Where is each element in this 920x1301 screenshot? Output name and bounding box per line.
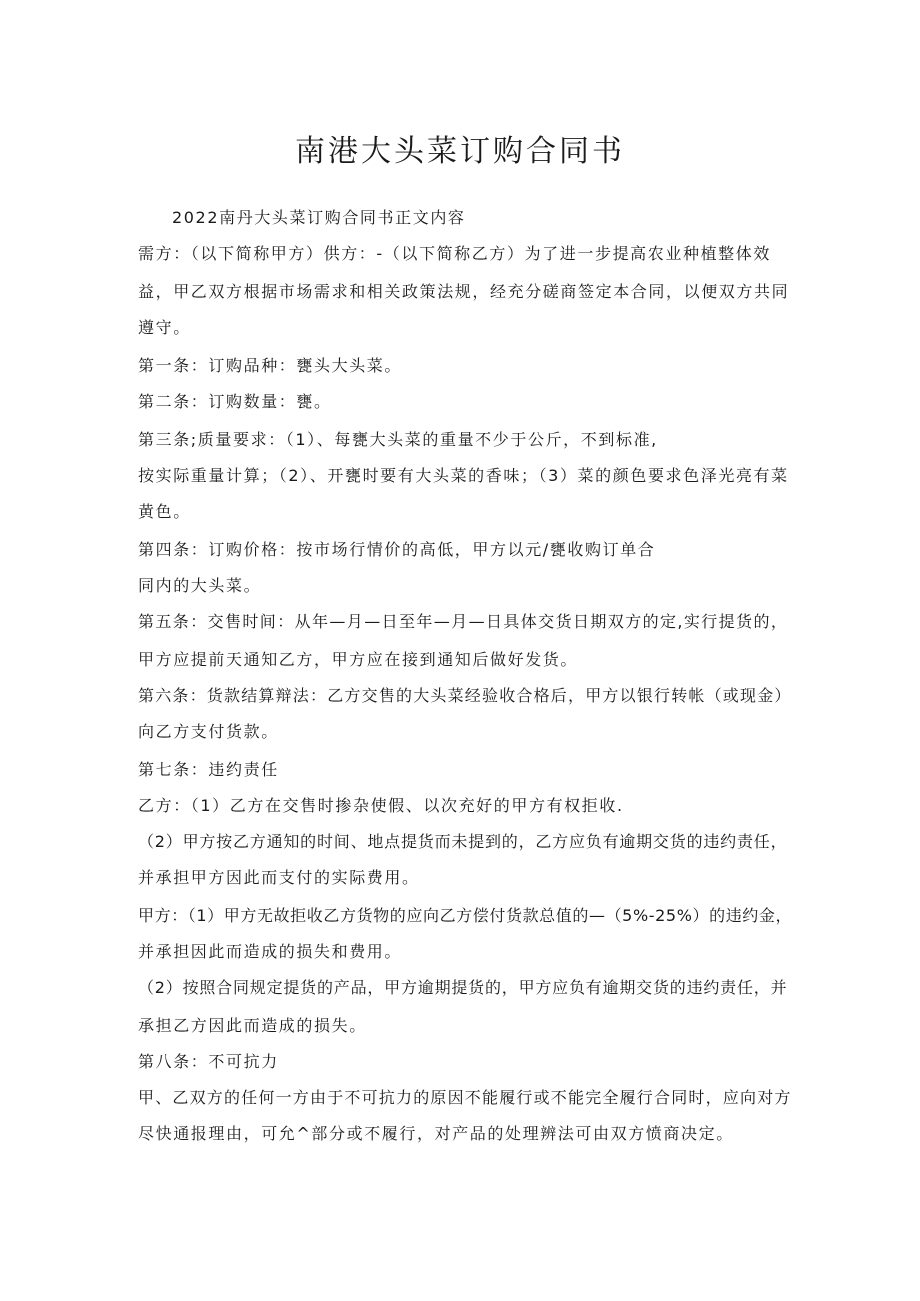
text-line: 第六条：货款结算辩法：乙方交售的大头菜经验收合格后，甲方以银行转帐（或现金） xyxy=(138,686,792,705)
text-line: 第三条;质量要求：（1）、每甕大头菜的重量不少于公斤，不到标准, xyxy=(138,430,658,449)
text-line: 承担乙方因此而造成的损失。 xyxy=(138,1016,367,1035)
text-line: 同内的大头菜。 xyxy=(138,576,262,595)
text-line: 向乙方支付货款。 xyxy=(138,722,279,741)
text-line: 按实际重量计算；（2）、开甕时要有大头菜的香味；（3）菜的颜色要求色泽光亮有菜 xyxy=(138,466,789,485)
text-line: 第四条：订购价格：按市场行情价的高低，甲方以元/甕收购订单合 xyxy=(138,540,656,559)
text-line: 并承担甲方因此而支付的实际费用。 xyxy=(138,868,420,887)
text-line: 甲、乙双方的任何一方由于不可抗力的原因不能履行或不能完全履行合同时，应向对方 xyxy=(138,1088,792,1107)
text-line: 遵守。 xyxy=(138,318,191,337)
text-line: 2022南丹大头菜订购合同书正文内容 xyxy=(172,208,466,227)
text-line: 第二条：订购数量：甕。 xyxy=(138,392,332,411)
text-line: （2）按照合同规定提货的产品，甲方逾期提货的，甲方应负有逾期交货的违约责任，并 xyxy=(138,978,788,997)
text-line: 第八条：不可抗力 xyxy=(138,1052,279,1071)
text-line: 需方：（以下简称甲方）供方：-（以下简称乙方）为了进一步提高农业种植整体效 xyxy=(138,244,771,263)
text-line: 第一条：订购品种：甕头大头菜。 xyxy=(138,356,403,375)
text-line: 乙方：（1）乙方在交售时掺杂使假、以次充好的甲方有权拒收. xyxy=(138,796,624,815)
text-line: 益，甲乙双方根据市场需求和相关政策法规，经充分磋商签定本合同，以便双方共同 xyxy=(138,282,790,301)
text-line: （2）甲方按乙方通知的时间、地点提货而未提到的，乙方应负有逾期交货的违约责任， xyxy=(138,832,788,851)
text-line: 甲方应提前天通知乙方，甲方应在接到通知后做好发货。 xyxy=(138,650,579,669)
text-line: 并承担因此而造成的损失和费用。 xyxy=(138,942,403,961)
text-line: 黄色。 xyxy=(138,502,191,521)
text-line: 第五条：交售时间：从年—月—日至年—月—日具体交货日期双方的定,实行提货的， xyxy=(138,612,789,631)
text-line: 尽快通报理由，可允^部分或不履行，对产品的处理辨法可由双方愤商决定。 xyxy=(138,1124,734,1143)
text-line: 甲方：（1）甲方无故拒收乙方货物的应向乙方偿付货款总值的—（5%-25%）的违约金， xyxy=(138,906,793,925)
document-title: 南港大头菜订购合同书 xyxy=(295,134,625,169)
text-line: 第七条：违约责任 xyxy=(138,760,279,779)
